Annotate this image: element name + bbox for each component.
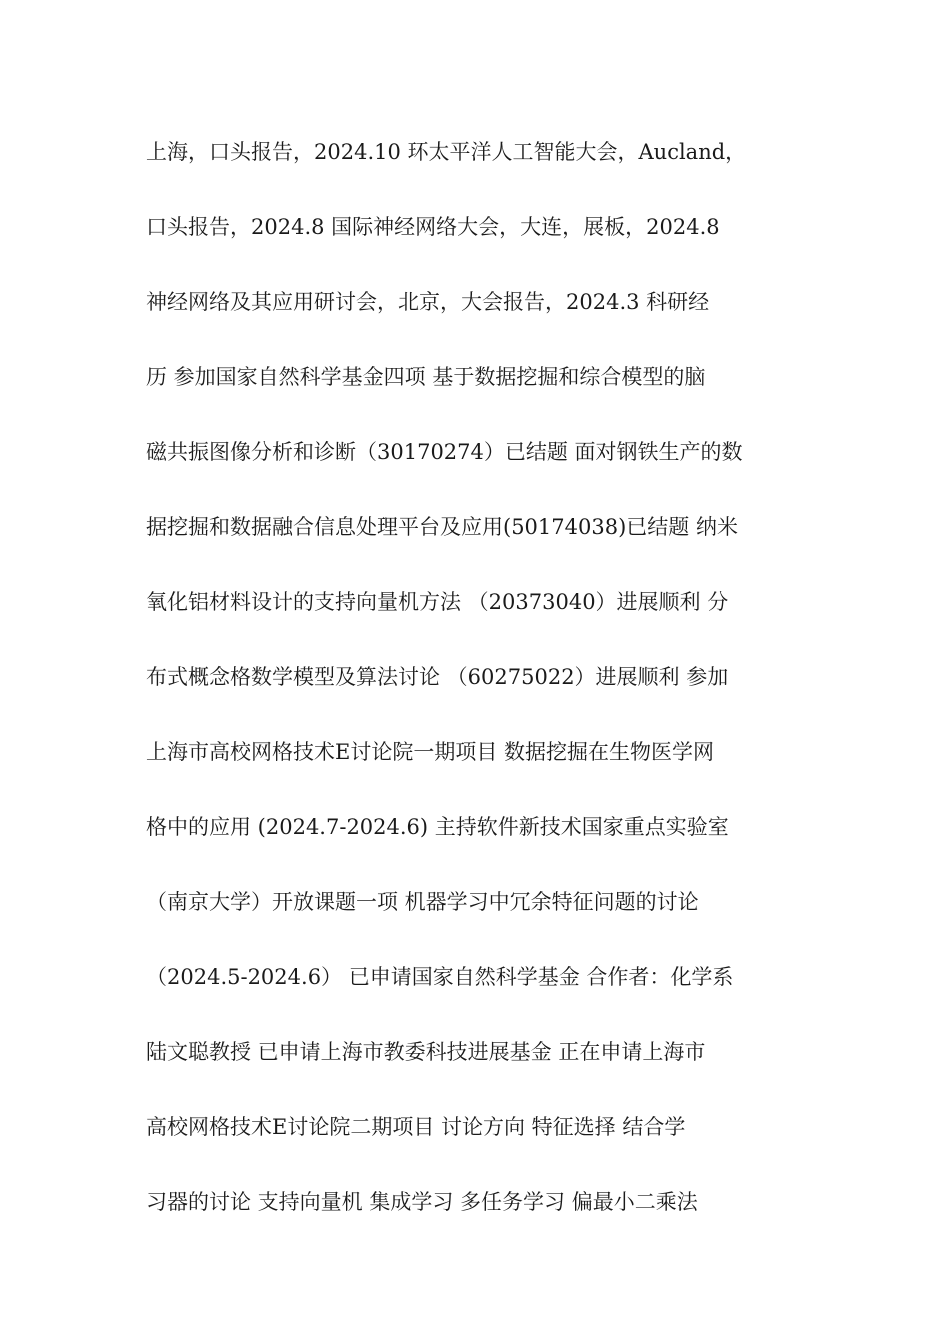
text-line-14: 高校网格技术E讨论院二期项目 讨论方向 特征选择 结合学 bbox=[146, 1115, 686, 1139]
text-line-9: 上海市高校网格技术E讨论院一期项目 数据挖掘在生物医学网 bbox=[146, 740, 715, 764]
text-line-2: 口头报告，2024.8 国际神经网络大会，大连，展板，2024.8 bbox=[146, 215, 720, 239]
text-line-12: （2024.5-2024.6） 已申请国家自然科学基金 合作者：化学系 bbox=[146, 965, 734, 989]
text-line-15: 习器的讨论 支持向量机 集成学习 多任务学习 偏最小二乘法 bbox=[146, 1190, 698, 1214]
text-line-1: 上海，口头报告，2024.10 环太平洋人工智能大会，Aucland， bbox=[146, 140, 747, 164]
text-line-7: 氧化铝材料设计的支持向量机方法 （20373040）进展顺利 分 bbox=[146, 590, 729, 614]
text-line-13: 陆文聪教授 已申请上海市教委科技进展基金 正在申请上海市 bbox=[146, 1040, 706, 1064]
text-line-3: 神经网络及其应用研讨会，北京，大会报告，2024.3 科研经 bbox=[146, 290, 710, 314]
body-text bbox=[146, 134, 808, 1259]
text-line-6: 据挖掘和数据融合信息处理平台及应用(50174038)已结题 纳米 bbox=[146, 515, 738, 539]
text-line-4: 历 参加国家自然科学基金四项 基于数据挖掘和综合模型的脑 bbox=[146, 365, 706, 389]
text-line-10: 格中的应用 (2024.7-2024.6) 主持软件新技术国家重点实验室 bbox=[146, 815, 729, 839]
text-line-5: 磁共振图像分析和诊断（30170274）已结题 面对钢铁生产的数 bbox=[146, 440, 743, 464]
text-line-11: （南京大学）开放课题一项 机器学习中冗余特征问题的讨论 bbox=[146, 890, 699, 914]
text-line-8: 布式概念格数学模型及算法讨论 （60275022）进展顺利 参加 bbox=[146, 665, 729, 689]
